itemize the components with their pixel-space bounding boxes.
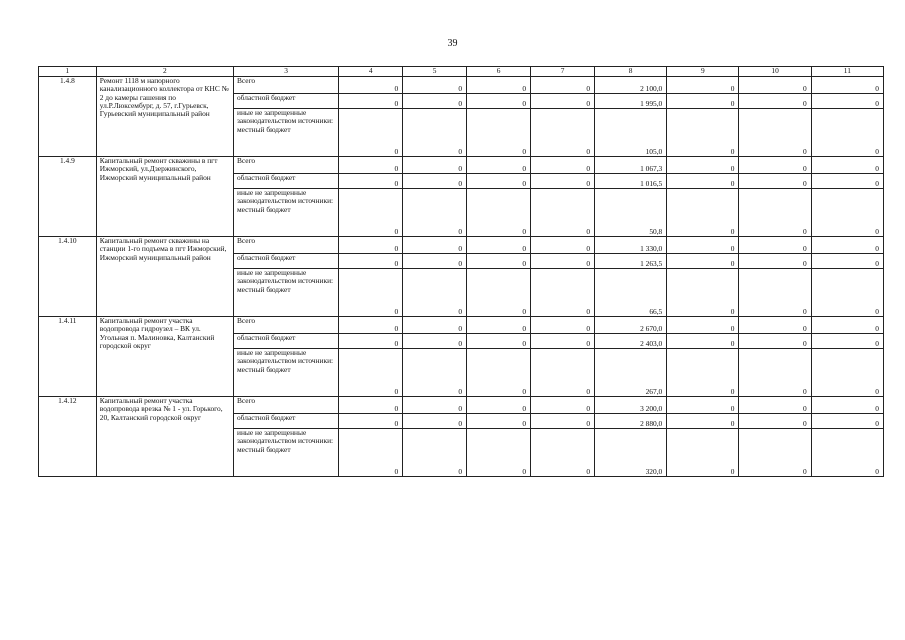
value-cell: 0 bbox=[667, 429, 739, 477]
value-cell: 0 bbox=[811, 397, 883, 414]
value-cell: 2 100,0 bbox=[595, 77, 667, 94]
value-cell: 2 880,0 bbox=[595, 414, 667, 429]
value-cell: 0 bbox=[339, 397, 403, 414]
value-cell: 0 bbox=[339, 237, 403, 254]
value-cell: 0 bbox=[403, 157, 467, 174]
value-cell: 0 bbox=[403, 254, 467, 269]
source-label-other-local bbox=[233, 109, 338, 157]
item-number: 1.4.10 bbox=[39, 237, 97, 317]
value-cell: 0 bbox=[531, 109, 595, 157]
value-cell: 0 bbox=[739, 77, 811, 94]
column-number-header: 9 bbox=[667, 67, 739, 77]
source-label-other-local bbox=[233, 269, 338, 317]
item-name: Капитальный ремонт участка водопровода гидроузел – ВК ул. Угольная п. Малиновка, Калтанский городской округ bbox=[96, 317, 233, 397]
item-number: 1.4.12 bbox=[39, 397, 97, 477]
value-cell: 0 bbox=[667, 77, 739, 94]
column-number-header: 6 bbox=[467, 67, 531, 77]
value-cell: 0 bbox=[739, 397, 811, 414]
source-label-other: иные не запрещенные законодательством источники: bbox=[236, 108, 334, 126]
item-name: Ремонт 1118 м напорного канализационного коллектора от КНС № 2 до камеры гашения по ул.Р.Люксембург, д. 57, г.Гурьевск, Гурьевский муниципальный район bbox=[96, 77, 233, 157]
source-label-local: местный бюджет bbox=[236, 444, 291, 454]
value-cell: 2 403,0 bbox=[595, 334, 667, 349]
value-cell: 0 bbox=[739, 157, 811, 174]
value-cell: 0 bbox=[667, 414, 739, 429]
value-cell: 1 263,5 bbox=[595, 254, 667, 269]
value-cell: 0 bbox=[403, 77, 467, 94]
source-label-total: Всего bbox=[233, 157, 338, 174]
value-cell: 0 bbox=[403, 349, 467, 397]
item-number: 1.4.8 bbox=[39, 77, 97, 157]
source-label-total: Всего bbox=[233, 397, 338, 414]
column-number-header: 5 bbox=[403, 67, 467, 77]
value-cell: 0 bbox=[531, 397, 595, 414]
source-label-regional: областной бюджет bbox=[233, 254, 338, 269]
value-cell: 0 bbox=[467, 397, 531, 414]
source-label-other: иные не запрещенные законодательством источники: bbox=[236, 188, 334, 206]
value-cell: 1 016,5 bbox=[595, 174, 667, 189]
value-cell: 0 bbox=[339, 254, 403, 269]
value-cell: 0 bbox=[531, 349, 595, 397]
column-number-header: 11 bbox=[811, 67, 883, 77]
value-cell: 0 bbox=[811, 157, 883, 174]
value-cell: 0 bbox=[811, 349, 883, 397]
budget-table bbox=[38, 66, 884, 477]
value-cell: 0 bbox=[339, 94, 403, 109]
value-cell: 0 bbox=[531, 189, 595, 237]
value-cell: 0 bbox=[531, 317, 595, 334]
value-cell: 1 995,0 bbox=[595, 94, 667, 109]
value-cell: 50,8 bbox=[595, 189, 667, 237]
table-row bbox=[39, 317, 884, 334]
value-cell: 105,0 bbox=[595, 109, 667, 157]
source-label-other: иные не запрещенные законодательством источники: bbox=[236, 348, 334, 366]
value-cell: 0 bbox=[339, 349, 403, 397]
value-cell: 0 bbox=[811, 269, 883, 317]
value-cell: 0 bbox=[339, 429, 403, 477]
value-cell: 0 bbox=[339, 157, 403, 174]
value-cell: 0 bbox=[739, 349, 811, 397]
source-label-regional: областной бюджет bbox=[233, 174, 338, 189]
source-label-other-local bbox=[233, 429, 338, 477]
value-cell: 66,5 bbox=[595, 269, 667, 317]
column-number-header: 10 bbox=[739, 67, 811, 77]
value-cell: 0 bbox=[403, 269, 467, 317]
value-cell: 0 bbox=[403, 189, 467, 237]
value-cell: 0 bbox=[739, 254, 811, 269]
value-cell: 0 bbox=[739, 334, 811, 349]
value-cell: 0 bbox=[403, 174, 467, 189]
value-cell: 267,0 bbox=[595, 349, 667, 397]
value-cell: 0 bbox=[667, 397, 739, 414]
source-label-regional: областной бюджет bbox=[233, 334, 338, 349]
value-cell: 0 bbox=[339, 77, 403, 94]
value-cell: 0 bbox=[531, 429, 595, 477]
value-cell: 0 bbox=[403, 317, 467, 334]
source-label-local: местный бюджет bbox=[236, 364, 291, 374]
source-label-regional: областной бюджет bbox=[233, 94, 338, 109]
value-cell: 0 bbox=[467, 254, 531, 269]
value-cell: 0 bbox=[403, 429, 467, 477]
column-number-header: 7 bbox=[531, 67, 595, 77]
value-cell: 0 bbox=[739, 189, 811, 237]
column-number-header: 1 bbox=[39, 67, 97, 77]
value-cell: 0 bbox=[467, 174, 531, 189]
value-cell: 0 bbox=[811, 109, 883, 157]
value-cell: 2 670,0 bbox=[595, 317, 667, 334]
source-label-other: иные не запрещенные законодательством источники: bbox=[236, 268, 334, 286]
value-cell: 0 bbox=[403, 397, 467, 414]
value-cell: 0 bbox=[667, 334, 739, 349]
value-cell: 0 bbox=[467, 157, 531, 174]
value-cell: 0 bbox=[667, 174, 739, 189]
source-label-regional: областной бюджет bbox=[233, 414, 338, 429]
value-cell: 3 200,0 bbox=[595, 397, 667, 414]
column-number-row bbox=[39, 67, 884, 77]
item-number: 1.4.9 bbox=[39, 157, 97, 237]
source-label-local: местный бюджет bbox=[236, 124, 291, 134]
value-cell: 0 bbox=[403, 414, 467, 429]
value-cell: 0 bbox=[467, 317, 531, 334]
value-cell: 0 bbox=[811, 414, 883, 429]
source-label-local: местный бюджет bbox=[236, 204, 291, 214]
value-cell: 0 bbox=[467, 414, 531, 429]
value-cell: 0 bbox=[667, 94, 739, 109]
value-cell: 0 bbox=[739, 237, 811, 254]
column-number-header: 8 bbox=[595, 67, 667, 77]
source-label-local: местный бюджет bbox=[236, 284, 291, 294]
value-cell: 0 bbox=[531, 94, 595, 109]
value-cell: 0 bbox=[667, 269, 739, 317]
value-cell: 0 bbox=[739, 109, 811, 157]
value-cell: 0 bbox=[739, 269, 811, 317]
table-row bbox=[39, 237, 884, 254]
value-cell: 0 bbox=[531, 414, 595, 429]
value-cell: 0 bbox=[811, 429, 883, 477]
value-cell: 0 bbox=[811, 94, 883, 109]
value-cell: 0 bbox=[339, 189, 403, 237]
value-cell: 0 bbox=[339, 174, 403, 189]
value-cell: 0 bbox=[739, 414, 811, 429]
value-cell: 0 bbox=[667, 109, 739, 157]
value-cell: 0 bbox=[339, 109, 403, 157]
value-cell: 0 bbox=[811, 174, 883, 189]
source-label-total: Всего bbox=[233, 237, 338, 254]
source-label-other-local bbox=[233, 189, 338, 237]
value-cell: 0 bbox=[811, 317, 883, 334]
value-cell: 0 bbox=[467, 109, 531, 157]
value-cell: 0 bbox=[811, 334, 883, 349]
value-cell: 0 bbox=[667, 317, 739, 334]
value-cell: 0 bbox=[531, 254, 595, 269]
value-cell: 0 bbox=[739, 429, 811, 477]
value-cell: 0 bbox=[339, 334, 403, 349]
value-cell: 0 bbox=[667, 349, 739, 397]
value-cell: 0 bbox=[739, 94, 811, 109]
source-label-other-local bbox=[233, 349, 338, 397]
column-number-header: 3 bbox=[233, 67, 338, 77]
value-cell: 0 bbox=[403, 94, 467, 109]
item-name: Капитальный ремонт скважины на станции 1-го подъема в пгт Ижморский, Ижморский муниципальный район bbox=[96, 237, 233, 317]
value-cell: 0 bbox=[667, 254, 739, 269]
value-cell: 0 bbox=[667, 189, 739, 237]
value-cell: 0 bbox=[531, 174, 595, 189]
value-cell: 0 bbox=[403, 237, 467, 254]
value-cell: 1 067,3 bbox=[595, 157, 667, 174]
value-cell: 0 bbox=[811, 237, 883, 254]
value-cell: 0 bbox=[339, 414, 403, 429]
item-name: Капитальный ремонт участка водопровода врезка № 1 - ул. Горького, 20, Калтанский городской округ bbox=[96, 397, 233, 477]
value-cell: 0 bbox=[467, 334, 531, 349]
value-cell: 0 bbox=[531, 237, 595, 254]
value-cell: 0 bbox=[467, 237, 531, 254]
source-label-total: Всего bbox=[233, 77, 338, 94]
column-number-header: 4 bbox=[339, 67, 403, 77]
value-cell: 0 bbox=[467, 94, 531, 109]
value-cell: 0 bbox=[531, 334, 595, 349]
value-cell: 0 bbox=[467, 77, 531, 94]
value-cell: 0 bbox=[739, 317, 811, 334]
value-cell: 0 bbox=[531, 269, 595, 317]
value-cell: 0 bbox=[467, 349, 531, 397]
value-cell: 0 bbox=[811, 254, 883, 269]
value-cell: 0 bbox=[467, 269, 531, 317]
item-number: 1.4.11 bbox=[39, 317, 97, 397]
table-row bbox=[39, 77, 884, 94]
value-cell: 0 bbox=[667, 157, 739, 174]
column-number-header: 2 bbox=[96, 67, 233, 77]
page-number: 39 bbox=[447, 38, 458, 49]
value-cell: 0 bbox=[531, 77, 595, 94]
value-cell: 0 bbox=[339, 269, 403, 317]
table-row bbox=[39, 157, 884, 174]
value-cell: 0 bbox=[403, 334, 467, 349]
value-cell: 1 330,0 bbox=[595, 237, 667, 254]
item-name: Капитальный ремонт скважины в пгт Ижморский, ул.Дзержинского, Ижморский муниципальный район bbox=[96, 157, 233, 237]
table-row bbox=[39, 397, 884, 414]
value-cell: 0 bbox=[531, 157, 595, 174]
value-cell: 0 bbox=[811, 189, 883, 237]
source-label-other: иные не запрещенные законодательством источники: bbox=[236, 428, 334, 446]
value-cell: 0 bbox=[339, 317, 403, 334]
value-cell: 0 bbox=[667, 237, 739, 254]
source-label-total: Всего bbox=[233, 317, 338, 334]
value-cell: 0 bbox=[467, 189, 531, 237]
value-cell: 0 bbox=[811, 77, 883, 94]
value-cell: 320,0 bbox=[595, 429, 667, 477]
value-cell: 0 bbox=[403, 109, 467, 157]
value-cell: 0 bbox=[467, 429, 531, 477]
value-cell: 0 bbox=[739, 174, 811, 189]
